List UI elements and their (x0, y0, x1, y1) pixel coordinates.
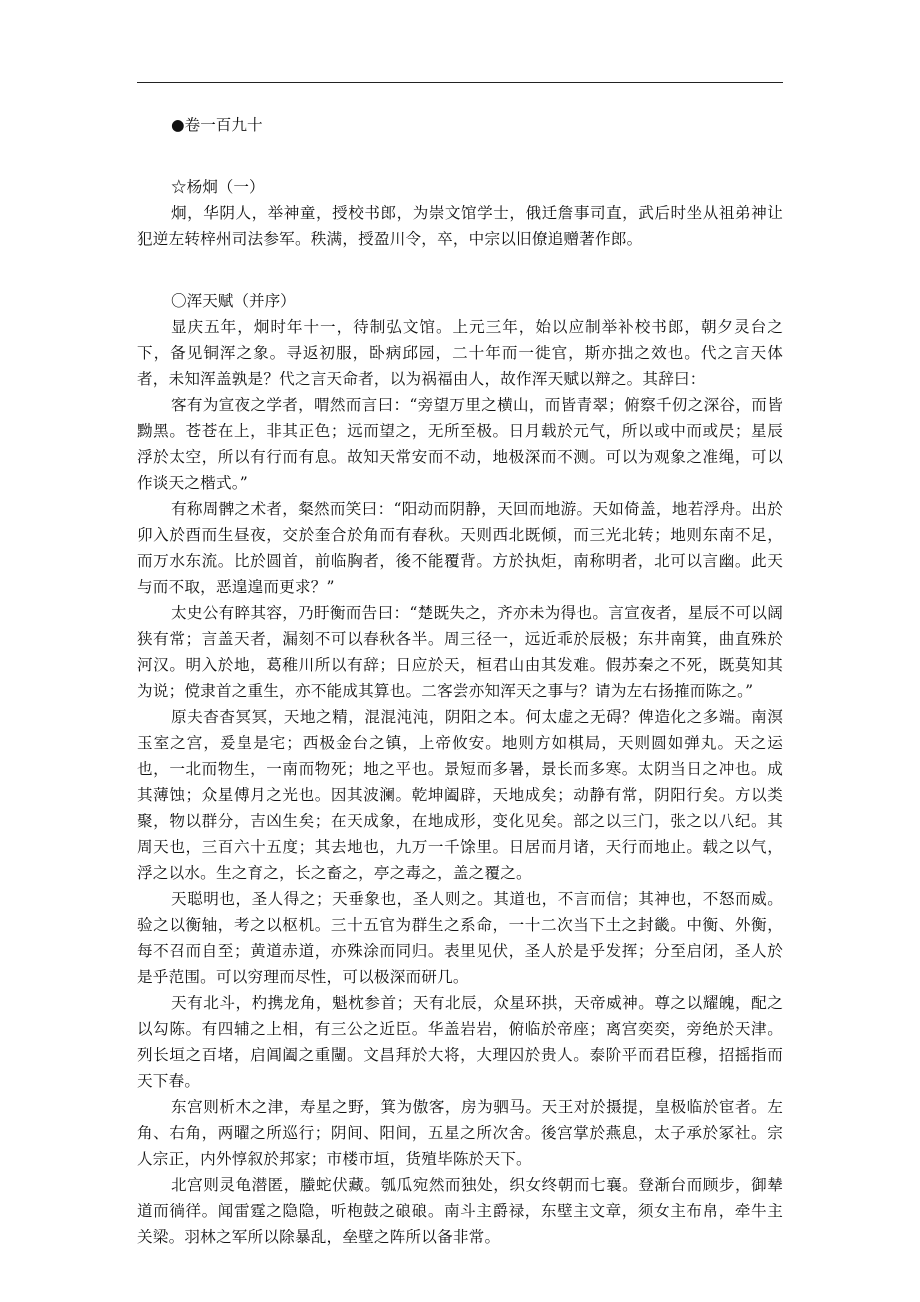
paragraph: 太史公有睟其容，乃盱衡而告曰：“楚既失之，齐亦未为得也。言宣夜者，星辰不可以阔狭有常；言盖天者，漏刻不可以春秋各半。周三径一，远近乖於辰极；东井南箕，曲直殊於河汉。明入於地，葛稚川所以有辞；日应於天，桓君山由其发难。假苏秦之不死，既莫知其为说；傥隶首之重生，亦不能成其算也。二客尝亦知浑天之事与？请为左右扬搉而陈之。” (137, 604, 783, 700)
paragraph: 有称周髀之术者，粲然而笑曰：“阳动而阴静，天回而地游。天如倚盖，地若浮舟。出於卯入於酉而生昼夜，交於奎合於角而有春秋。天则西北既倾，而三光北转；地则东南不足，而万水东流。比於圆首，前临胸者，後不能覆背。方於执炬，南称明者，北可以言幽。此天与而不取，恶遑遑而更求？” (137, 500, 783, 596)
work-title: 〇浑天赋（并序） (171, 292, 296, 310)
paragraph: 东宫则析木之津，寿星之野，箕为傲客，房为驷马。天王对於摄提，皇极临於宦者。左角、右角，两曜之所巡行；阴间、阳间，五星之所次舍。後宫掌於燕息，太子承於冢社。宗人宗正，内外惇叙於邦家；市楼市垣，货殖毕陈於天下。 (137, 1098, 783, 1168)
header-rule (137, 82, 783, 83)
paragraph: 客有为宣夜之学者，喟然而言曰：“旁望万里之横山，而皆青翠；俯察千仞之深谷，而皆黝黑。苍苍在上，非其正色；远而望之，无所至极。日月载於元气，所以或中而或昃；星辰浮於太空，所以有行而有息。故知天常安而不动，地极深而不测。可以为观象之准绳，可以作谈天之楷式。” (137, 396, 783, 492)
paragraph: 显庆五年，炯时年十一，待制弘文馆。上元三年，始以应制举补校书郎，朝夕灵台之下，备见铜浑之象。寻返初服，卧病邱园，二十年而一徙官，斯亦拙之效也。代之言天体者，未知浑盖孰是？代之言天命者，以为祸福由人，故作浑天赋以辩之。其辞曰： (137, 318, 783, 388)
volume-heading: ●卷一百九十 (171, 116, 263, 134)
paragraph: 原夫杳杳冥冥，天地之精，混混沌沌，阴阳之本。何太虚之无碍？俾造化之多端。南溟玉室之宫，爰皇是宅；西极金台之镇，上帝攸安。地则方如棋局，天则圆如弹丸。天之运也，一北而物生，一南而物死；地之平也。景短而多暑，景长而多寒。太阴当日之冲也。成其薄蚀；众星傅月之光也。因其波澜。乾坤阖辟，天地成矣；动静有常，阴阳行矣。方以类聚，物以群分，吉凶生矣；在天成象，在地成形，变化见矣。部之以三门，张之以八纪。其周天也，三百六十五度；其去地也，九万一千馀里。日居而月诸，天行而地止。载之以气，浮之以水。生之育之，长之畜之，亭之毒之，盖之覆之。 (137, 708, 783, 882)
paragraph: 天有北斗，杓携龙角，魁枕参首；天有北辰，众星环拱，天帝威神。尊之以耀魄，配之以勾陈。有四辅之上相，有三公之近臣。华盖岩岩，俯临於帝座；离宫奕奕，旁绝於天津。列长垣之百堵，启阊阖之重闉。文昌拜於大将，大理囚於贵人。泰阶平而君臣穆，招摇指而天下春。 (137, 994, 783, 1090)
author-bio: 炯，华阴人，举神童，授校书郎，为崇文馆学士，俄迁詹事司直，武后时坐从祖弟神让犯逆左转梓州司法参军。秩满，授盈川令，卒，中宗以旧僚追赠著作郎。 (137, 204, 783, 248)
author-heading: ☆杨炯（一） (171, 178, 265, 196)
document-body (137, 104, 783, 1250)
paragraph: 天聪明也，圣人得之；天垂象也，圣人则之。其道也，不言而信；其神也，不怒而威。验之以衡轴，考之以枢机。三十五官为群生之系命，一十二次当下土之封畿。中衡、外衡，每不召而自至；黄道赤道，亦殊涂而同归。表里见伏，圣人於是乎发挥；分至启闭，圣人於是乎范围。可以穷理而尽性，可以极深而研几。 (137, 890, 783, 986)
paragraph: 北宫则灵龟潜匿，螣蛇伏藏。瓠瓜宛然而独处，织女终朝而七襄。登渐台而顾步，御辇道而徜徉。闻雷霆之隐隐，听枹鼓之硠硠。南斗主爵禄，东壁主文章，须女主布帛，牵牛主关梁。羽林之军所以除暴乱，垒壁之阵所以备非常。 (137, 1176, 783, 1246)
